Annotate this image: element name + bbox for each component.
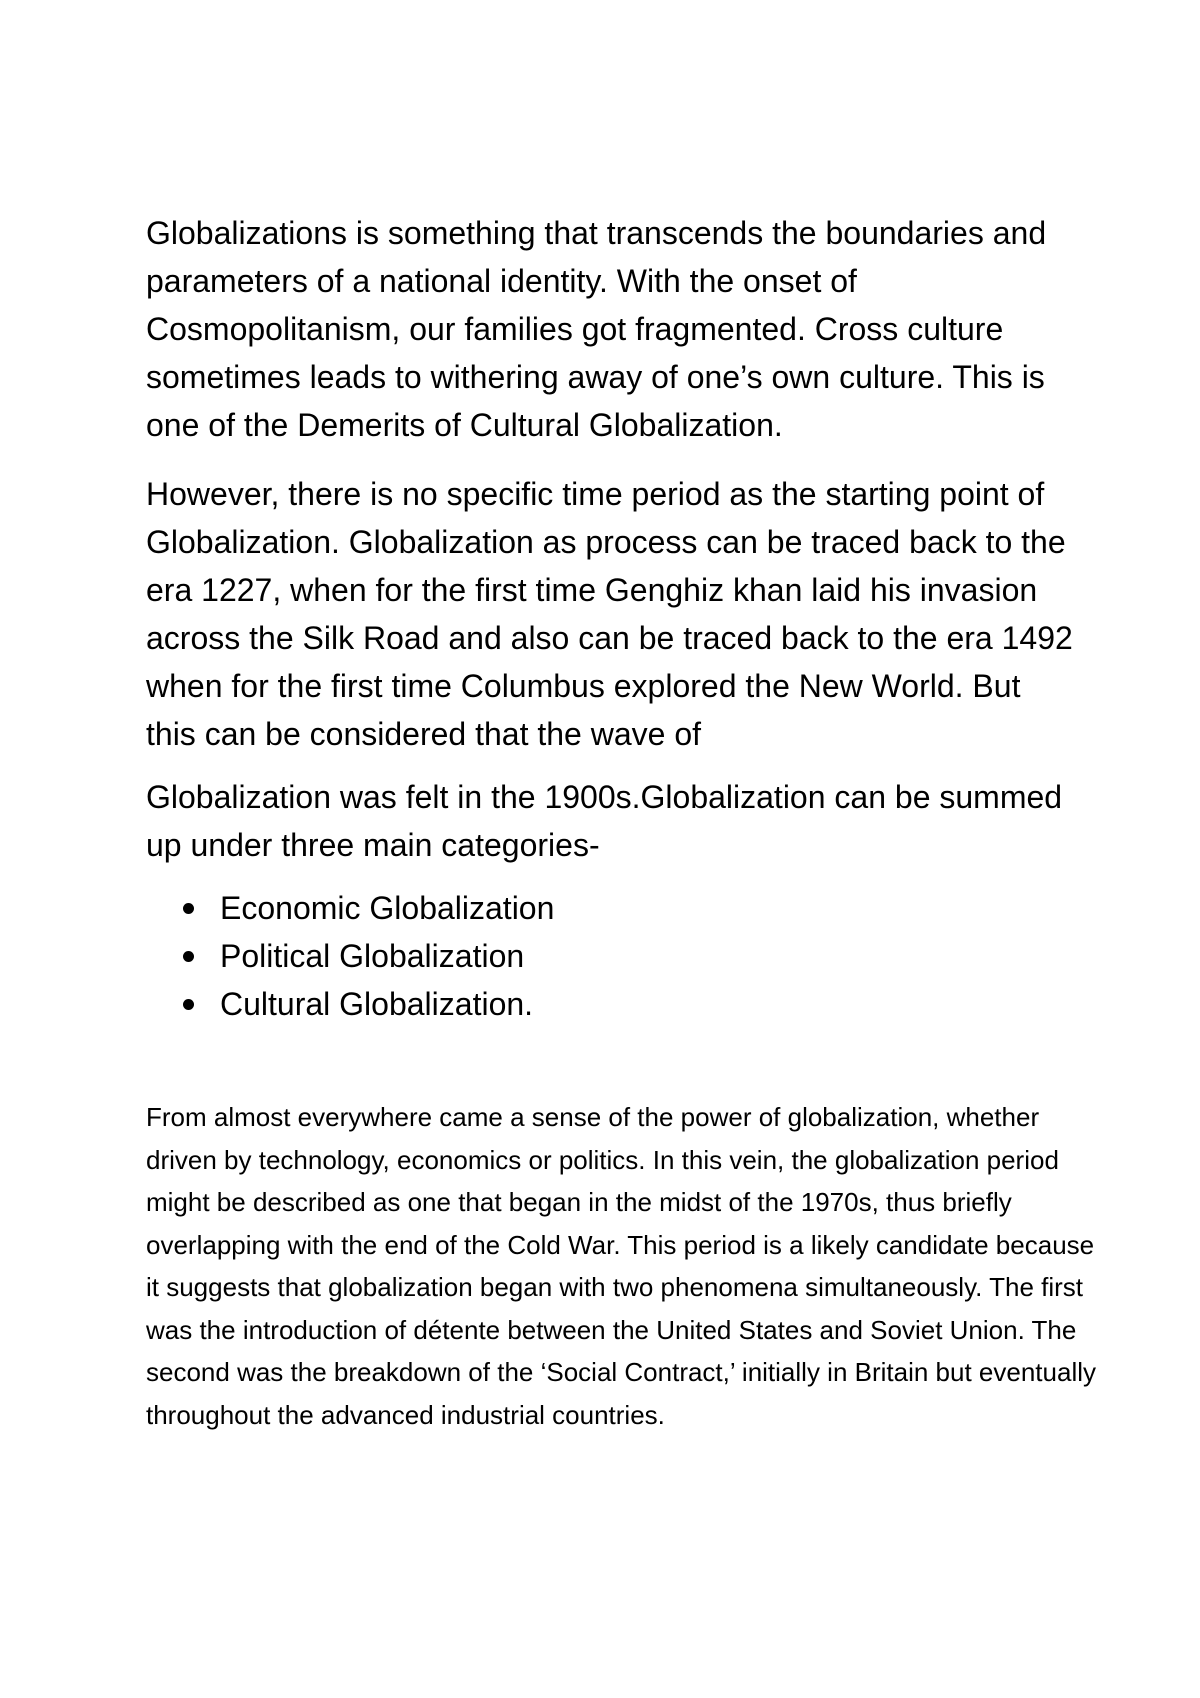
list-item-label: Political Globalization <box>220 938 525 974</box>
categories-list <box>146 884 1046 1028</box>
list-item-label: Economic Globalization <box>220 890 555 926</box>
list-item-label: Cultural Globalization. <box>220 986 534 1022</box>
paragraph-categories-intro: Globalization was felt in the 1900s.Globalization can be summed up under three main categories- <box>146 779 1063 863</box>
bullet-icon <box>183 951 194 962</box>
paragraph-origins: However, there is no specific time period as the starting point of Globalization. Globalization as process can be traced back to the era 1227, when for the first time Genghiz khan laid his invasion across the Silk Road and also can be traced back to the era 1492 when for the first time Columbus explored the New World. But this can be considered that the wave of <box>146 476 1073 752</box>
bullet-icon <box>183 999 194 1010</box>
list-item <box>146 932 1046 980</box>
list-item <box>146 884 1046 932</box>
paragraph-cultural-globalization: Globalizations is something that transcends the boundaries and parameters of a national identity. With the onset of Cosmopolitanism, our families got fragmented. Cross culture sometimes leads to withering away of one’s own culture. This is one of the Demerits of Cultural Globalization. <box>146 215 1047 443</box>
list-item <box>146 980 1046 1028</box>
paragraph-globalization-period: From almost everywhere came a sense of the power of globalization, whether driven by technology, economics or politics. In this vein, the globalization period might be described as one that began in the midst of the 1970s, thus briefly overlapping with the end of the Cold War. This period is a likely candidate because it suggests that globalization began with two phenomena simultaneously. The first was the introduction of détente between the United States and Soviet Union. The second was the breakdown of the ‘Social Contract,’ initially in Britain but eventually throughout the advanced industrial countries. <box>146 1102 1096 1430</box>
bullet-icon <box>183 903 194 914</box>
